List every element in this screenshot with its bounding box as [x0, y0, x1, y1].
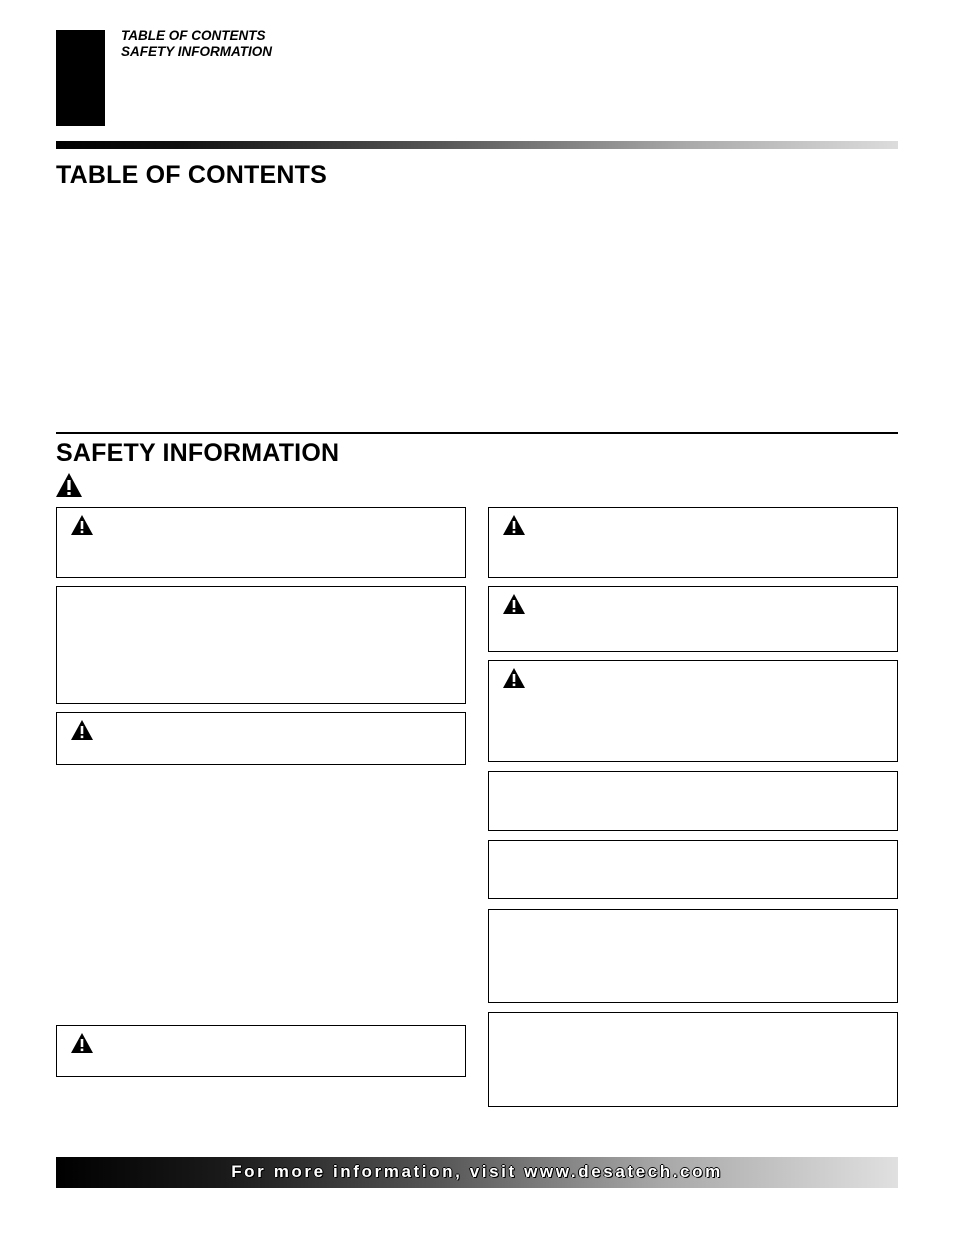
warning-triangle-icon — [70, 514, 94, 536]
right-notice-box-4 — [488, 1012, 898, 1107]
left-notice-box — [56, 586, 466, 704]
left-warning-box-3 — [56, 1025, 466, 1077]
left-warning-box-1 — [56, 507, 466, 578]
footer-website-text: For more information, visit www.desatech.com — [231, 1162, 723, 1181]
right-notice-box-3 — [488, 909, 898, 1003]
toc-heading: TABLE OF CONTENTS — [56, 161, 327, 189]
warning-triangle-icon — [70, 719, 94, 741]
warning-triangle-icon — [502, 667, 526, 689]
running-header — [121, 28, 272, 60]
warning-triangle-icon — [70, 1032, 94, 1054]
chapter-tab-block — [56, 30, 105, 126]
section-divider — [56, 432, 898, 434]
running-header-line-2: SAFETY INFORMATION — [121, 44, 272, 59]
right-warning-box-3 — [488, 660, 898, 762]
right-notice-box-2 — [488, 840, 898, 899]
warning-triangle-icon — [502, 593, 526, 615]
right-warning-box-2 — [488, 586, 898, 652]
top-gradient-rule — [56, 141, 898, 149]
warning-triangle-icon — [502, 514, 526, 536]
warning-triangle-icon — [55, 472, 83, 498]
running-header-line-1: TABLE OF CONTENTS — [121, 28, 266, 43]
right-notice-box-1 — [488, 771, 898, 831]
left-warning-box-2 — [56, 712, 466, 765]
safety-heading: SAFETY INFORMATION — [56, 439, 340, 467]
right-warning-box-1 — [488, 507, 898, 578]
